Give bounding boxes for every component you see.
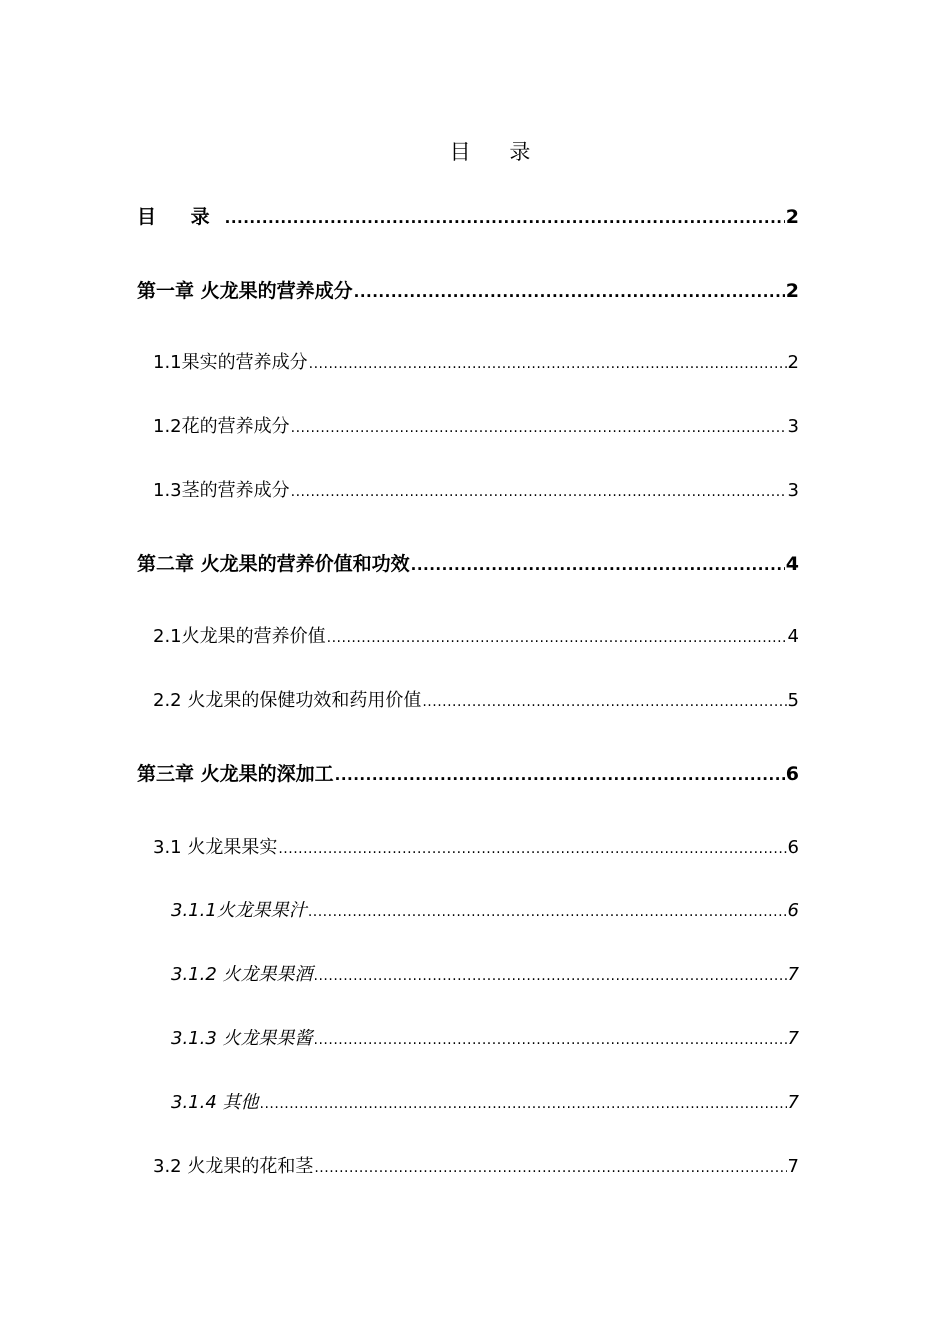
toc-entry-label: 3.2 火龙果的花和茎: [153, 1156, 314, 1177]
toc-entry-page: 4: [785, 553, 799, 575]
toc-entry[interactable]: [171, 960, 799, 988]
dot-leader: [225, 209, 785, 227]
toc-entry-page: 3: [787, 480, 799, 501]
toc-entry[interactable]: [153, 686, 799, 714]
dot-leader: [314, 968, 787, 984]
dot-leader: [260, 1096, 787, 1112]
toc-entry[interactable]: [137, 549, 799, 577]
toc-entry-page: 7: [787, 964, 799, 985]
toc-entry-label: 3.1.4 其他: [171, 1092, 259, 1113]
toc-entry-label: 2.1火龙果的营养价值: [153, 626, 326, 647]
toc-entry-label: 目 录: [137, 206, 224, 228]
toc-entry[interactable]: [153, 622, 799, 650]
dot-leader: [354, 283, 785, 301]
toc-entry[interactable]: [137, 759, 799, 787]
toc-entry-label: 1.3茎的营养成分: [153, 480, 290, 501]
toc-entry-page: 2: [787, 352, 799, 373]
dot-leader: [278, 841, 786, 857]
dot-leader: [314, 1160, 786, 1176]
toc-entry[interactable]: [171, 1024, 799, 1052]
dot-leader: [291, 484, 787, 500]
dot-leader: [309, 356, 787, 372]
toc-entry-page: 7: [787, 1028, 799, 1049]
toc-entry[interactable]: [137, 202, 799, 230]
toc-entry-label: 2.2 火龙果的保健功效和药用价值: [153, 690, 422, 711]
dot-leader: [308, 904, 787, 920]
toc-heading: 目 录: [449, 140, 547, 164]
dot-leader: [411, 556, 785, 574]
toc-entry-label: 1.1果实的营养成分: [153, 352, 308, 373]
dot-leader: [335, 766, 785, 784]
toc-entry[interactable]: [171, 896, 799, 924]
dot-leader: [314, 1032, 787, 1048]
toc-entry-page: 2: [785, 280, 799, 302]
toc-entry-page: 6: [787, 837, 799, 858]
toc-entry-label: 1.2花的营养成分: [153, 416, 290, 437]
toc-entry[interactable]: [153, 833, 799, 861]
toc-entry[interactable]: [137, 276, 799, 304]
toc-entry-label: 第三章 火龙果的深加工: [137, 763, 334, 785]
toc-entry[interactable]: [153, 476, 799, 504]
dot-leader: [327, 630, 787, 646]
toc-entry-page: 2: [785, 206, 799, 228]
toc-entry-label: 第一章 火龙果的营养成分: [137, 280, 353, 302]
dot-leader: [291, 420, 787, 436]
toc-entry-page: 7: [787, 1092, 799, 1113]
toc-entry[interactable]: [153, 1152, 799, 1180]
toc-entry[interactable]: [153, 412, 799, 440]
toc-entry-page: 7: [787, 1156, 799, 1177]
toc-entry[interactable]: [171, 1088, 799, 1116]
toc-entry-label: 3.1 火龙果果实: [153, 837, 278, 858]
toc-entry[interactable]: [153, 348, 799, 376]
toc-entry-label: 3.1.3 火龙果果酱: [171, 1028, 313, 1049]
toc-entry-label: 3.1.1火龙果果汁: [171, 900, 307, 921]
toc-entry-page: 6: [787, 900, 799, 921]
toc-entry-page: 3: [787, 416, 799, 437]
toc-entry-label: 第二章 火龙果的营养价值和功效: [137, 553, 410, 575]
toc-entry-page: 5: [787, 690, 799, 711]
toc-entry-page: 4: [787, 626, 799, 647]
toc-entry-label: 3.1.2 火龙果果酒: [171, 964, 313, 985]
toc-entry-page: 6: [785, 763, 799, 785]
dot-leader: [422, 694, 786, 710]
